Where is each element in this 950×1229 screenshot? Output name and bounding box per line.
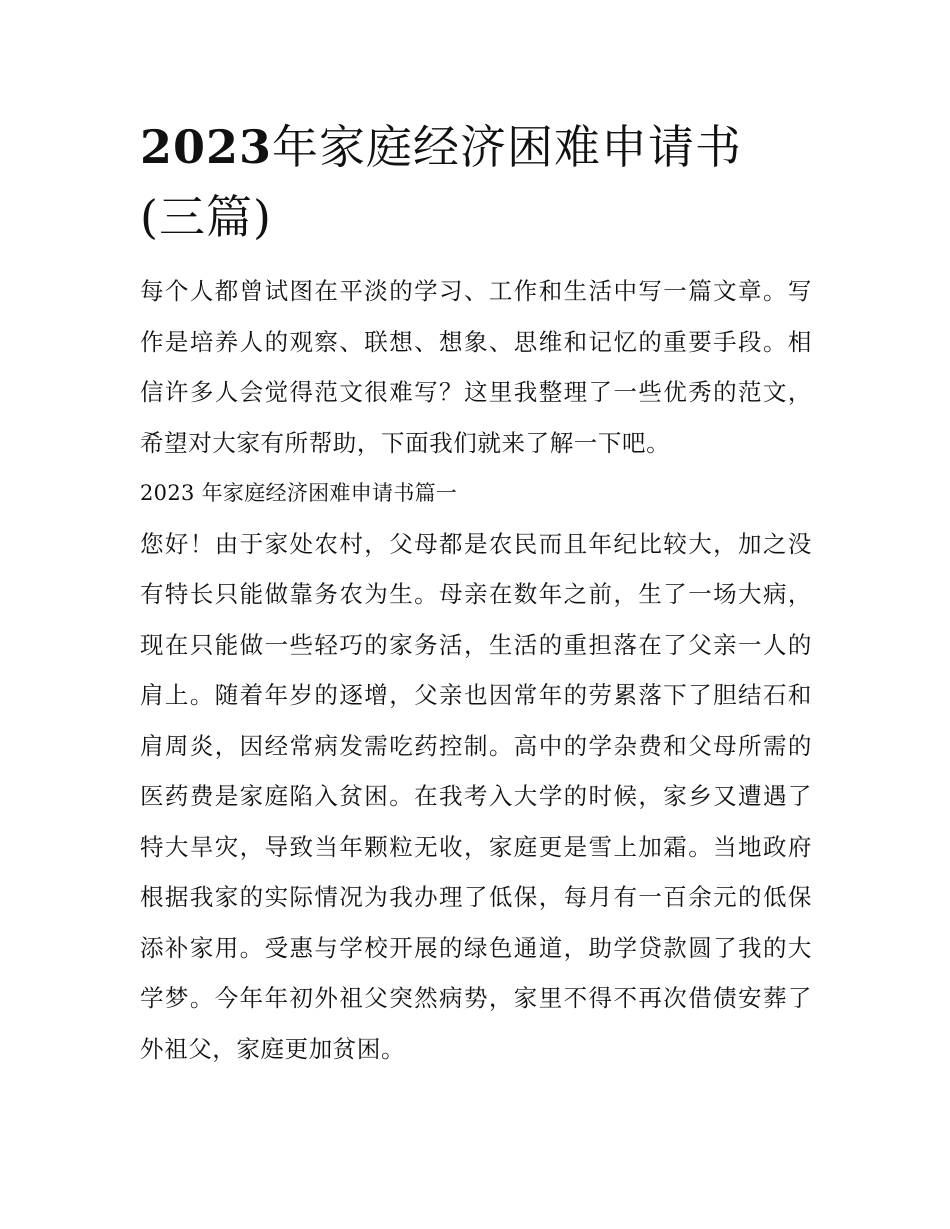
document-title	[140, 112, 812, 252]
title-year: 2023	[140, 120, 273, 174]
title-subtitle: (三篇)	[140, 190, 272, 244]
section-heading: 2023 年家庭经济困难申请书篇一	[140, 481, 458, 505]
document-page	[140, 112, 812, 1074]
body-paragraph: 您好！由于家处农村，父母都是农民而且年纪比较大，加之没有特长只能做靠务农为生。母亲在数年之前，生了一场大病，现在只能做一些轻巧的家务活，生活的重担落在了父亲一人的肩上。随着年岁的逐增，父亲也因常年的劳累落下了胆结石和肩周炎，因经常病发需吃药控制。高中的学杂费和父母所需的医药费是家庭陷入贫困。在我考入大学的时候，家乡又遭遇了特大旱灾，导致当年颗粒无收，家庭更是雪上加霜。当地政府根据我家的实际情况为我办理了低保，每月有一百余元的低保添补家用。受惠与学校开展的绿色通道，助学贷款圆了我的大学梦。今年年初外祖父突然病势，家里不得不再次借债安葬了外祖父，家庭更加贫困。	[140, 529, 812, 1063]
intro-paragraph: 每个人都曾试图在平淡的学习、工作和生活中写一篇文章。写作是培养人的观察、联想、想象、思维和记忆的重要手段。相信许多人会觉得范文很难写？这里我整理了一些优秀的范文，希望对大家有所帮助，下面我们就来了解一下吧。	[140, 277, 812, 457]
title-text: 年家庭经济困难申请书	[272, 120, 743, 174]
